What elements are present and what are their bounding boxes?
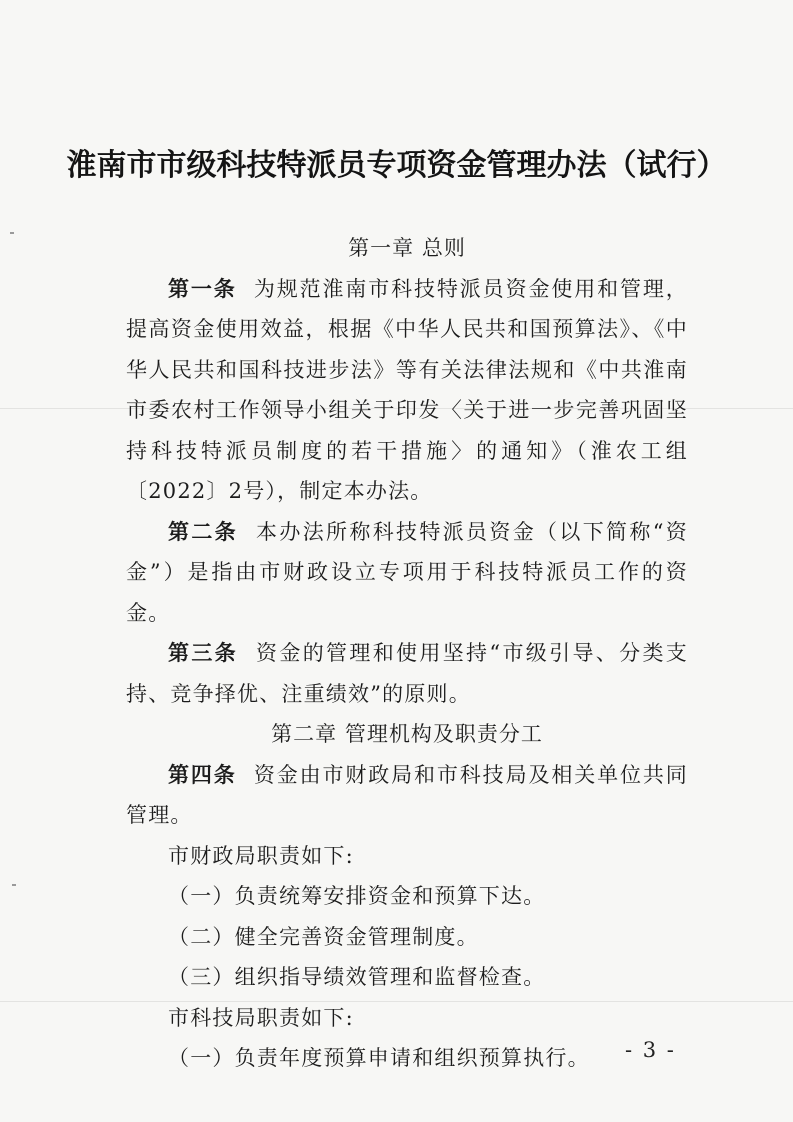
article-1-label: 第一条 <box>168 276 237 301</box>
chapter-heading-2: 第二章 管理机构及职责分工 <box>271 722 543 746</box>
article-1 <box>126 269 688 512</box>
page-number: - 3 - <box>625 1038 676 1062</box>
article-2-text: 本办法所称科技特派员资金（以下简称“资金”）是指由市财政设立专项用于科技特派员工作的资金。 <box>126 519 688 625</box>
article-3-label: 第三条 <box>168 641 239 665</box>
article-3-text: 资金的管理和使用坚持“市级引导、分类支持、竞争择优、注重绩效”的原则。 <box>126 641 688 706</box>
scan-edge-mark <box>12 884 16 886</box>
article-2 <box>126 512 688 634</box>
document-body <box>126 228 688 1079</box>
tech-duty-item: （一）负责年度预算申请和组织预算执行。 <box>168 1046 590 1070</box>
article-4-text: 资金由市财政局和市科技局及相关单位共同管理。 <box>126 762 688 827</box>
article-2-label: 第二条 <box>168 519 239 544</box>
article-1-text: 为规范淮南市科技特派员资金使用和管理，提高资金使用效益，根据《中华人民共和国预算法》、《中华人民共和国科技进步法》等有关法律法规和《中共淮南市委农村工作领导小组关于印发〈关于进一步完善巩固坚持科技特派员制度的若干措施〉的通知》（淮农工组〔2022〕2号），制定本办法。 <box>126 276 688 503</box>
article-4-label: 第四条 <box>168 762 237 787</box>
article-3 <box>126 633 688 714</box>
scan-edge-mark <box>10 232 14 234</box>
finance-bureau-heading: 市财政局职责如下: <box>168 843 354 868</box>
chapter-heading-1: 第一章 总则 <box>348 236 466 260</box>
article-4 <box>126 755 688 836</box>
finance-duty-item: （一）负责统筹安排资金和预算下达。 <box>168 884 546 908</box>
finance-duty-item: （二）健全完善资金管理制度。 <box>168 924 479 949</box>
document-title: 淮南市市级科技特派员专项资金管理办法（试行） <box>66 148 727 183</box>
tech-bureau-heading: 市科技局职责如下: <box>168 1005 354 1030</box>
finance-duty-item: （三）组织指导绩效管理和监督检查。 <box>168 965 546 989</box>
